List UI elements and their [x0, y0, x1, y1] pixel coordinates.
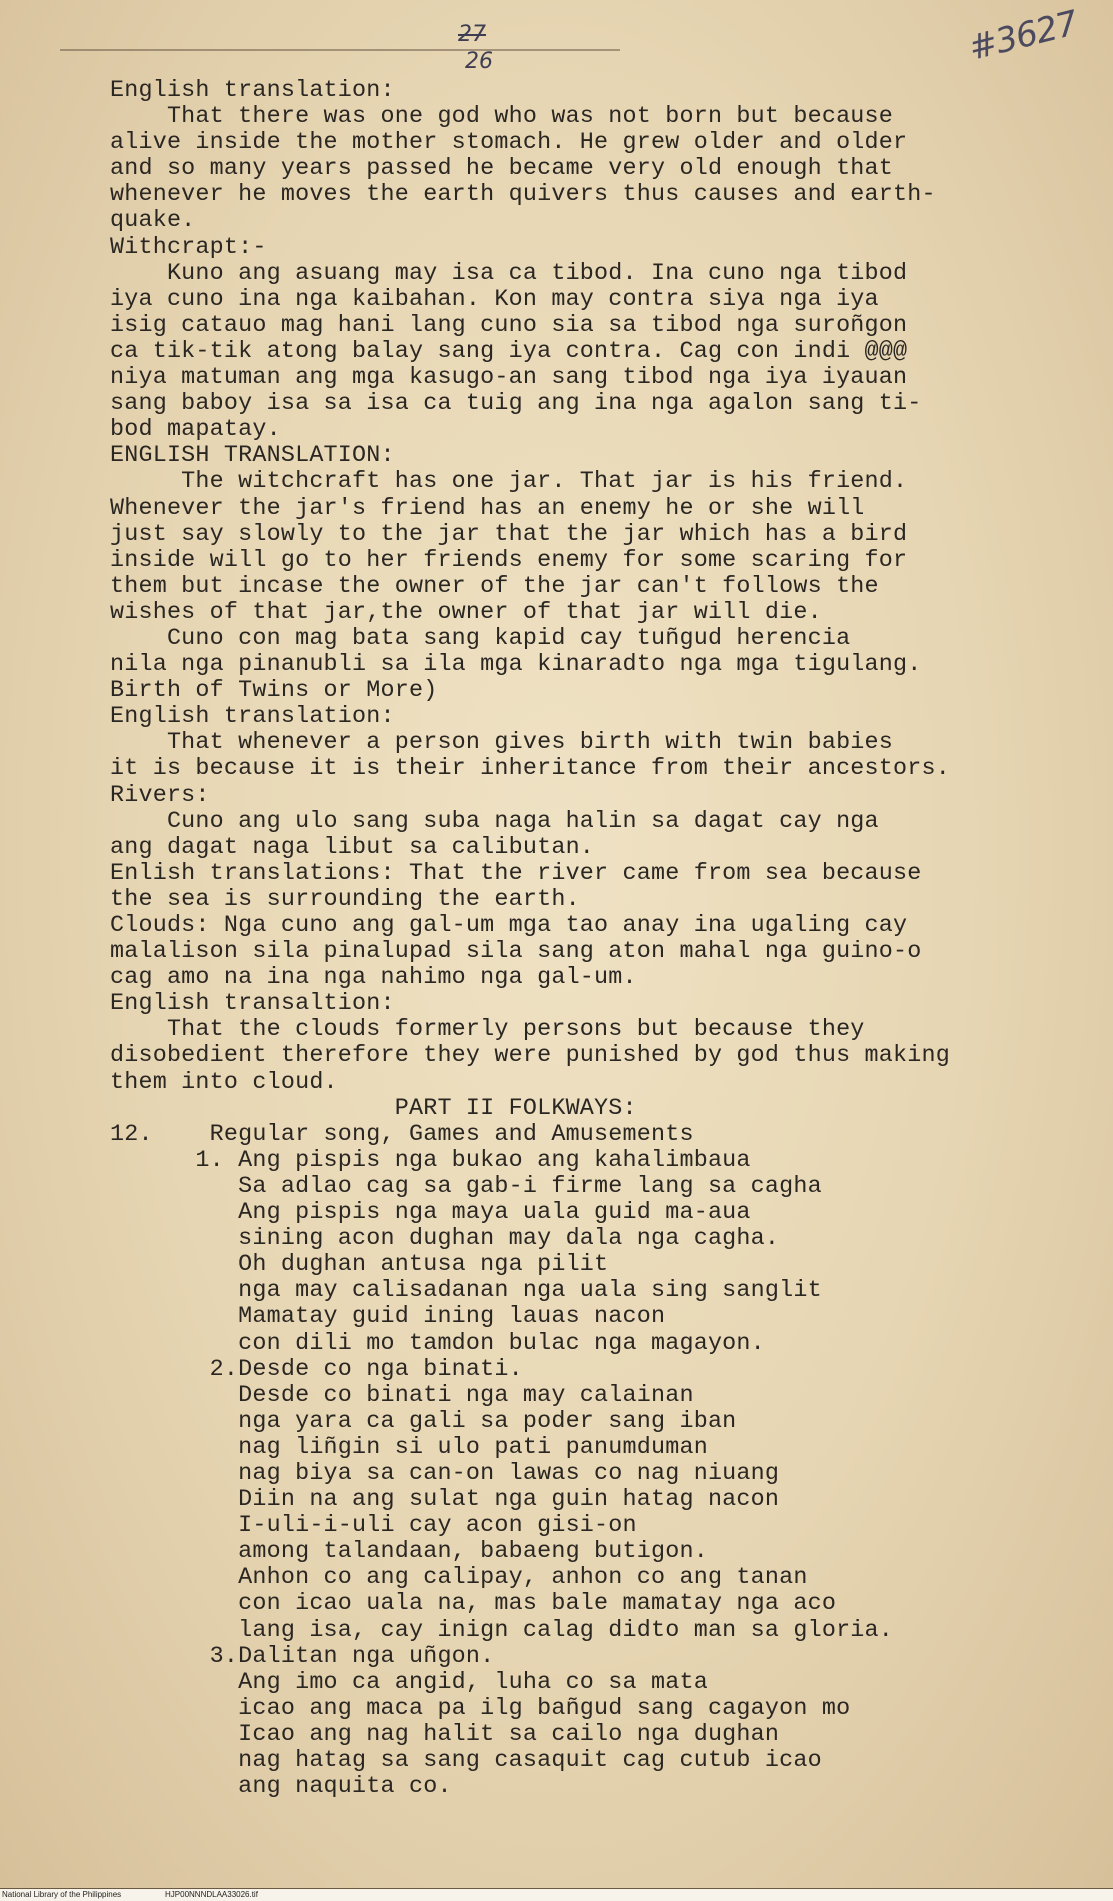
- top-rule: [60, 49, 620, 51]
- text-line: That there was one god who was not born but because: [110, 104, 894, 131]
- text-line: Oh dughan antusa nga pilit: [110, 1252, 609, 1279]
- document-text: [110, 78, 950, 1800]
- text-line: Icao ang nag halit sa cailo nga dughan: [110, 1721, 780, 1748]
- text-line: Mamatay guid ining lauas nacon: [110, 1304, 666, 1331]
- text-line: just say slowly to the jar that the jar which has a bird: [110, 521, 908, 548]
- text-line: Whenever the jar's friend has an enemy he or she will: [110, 495, 865, 522]
- text-line: ang dagat naga libut sa calibutan.: [110, 834, 595, 861]
- text-line: alive inside the mother stomach. He grew older and older: [110, 130, 908, 157]
- text-line: bod mapatay.: [110, 417, 281, 444]
- text-line: the sea is surrounding the earth.: [110, 886, 580, 913]
- text-line: con icao uala na, mas bale mamatay nga aco: [110, 1591, 837, 1618]
- text-line: Cuno ang ulo sang suba naga halin sa dagat cay nga: [110, 808, 879, 835]
- text-line: Ang imo ca angid, luha co sa mata: [110, 1669, 708, 1696]
- text-line: Enlish translations: That the river came from sea because: [110, 860, 922, 887]
- text-line: nag liñgin si ulo pati panumduman: [110, 1434, 708, 1461]
- page-number: 26: [465, 49, 493, 74]
- text-line: nila nga pinanubli sa ila mga kinaradto nga mga tigulang.: [110, 652, 922, 679]
- text-line: con dili mo tamdon bulac nga magayon.: [110, 1330, 765, 1357]
- text-line: English transaltion:: [110, 991, 395, 1018]
- text-line: them into cloud.: [110, 1069, 338, 1096]
- text-line: iya cuno ina nga kaibahan. Kon may contra siya nga iya: [110, 286, 879, 313]
- text-line: among talandaan, babaeng butigon.: [110, 1539, 708, 1566]
- text-line: Clouds: Nga cuno ang gal-um mga tao anay ina ugaling cay: [110, 913, 908, 939]
- text-line: it is because it is their inheritance from their ancestors.: [110, 756, 950, 783]
- text-line: niya matuman ang mga kasugo-an sang tibod nga iya iyauan: [110, 365, 908, 392]
- text-line: nga yara ca gali sa poder sang iban: [110, 1408, 737, 1435]
- document-mark: #3627: [964, 3, 1082, 69]
- text-line: cag amo na ina nga nahimo nga gal-um.: [110, 965, 637, 992]
- text-line: whenever he moves the earth quivers thus causes and earth-: [110, 182, 936, 209]
- text-line: them but incase the owner of the jar can't follows the: [110, 573, 879, 600]
- text-line: Rivers:: [110, 782, 210, 809]
- text-line: malalison sila pinalupad sila sang aton mahal nga guino-o: [110, 939, 922, 966]
- text-line: 3.Dalitan nga uñgon.: [110, 1643, 495, 1670]
- text-line: 2.Desde co nga binati.: [110, 1356, 523, 1383]
- text-line: ENGLISH TRANSLATION:: [110, 443, 395, 470]
- text-line: Desde co binati nga may calainan: [110, 1382, 694, 1409]
- text-line: Sa adlao cag sa gab-i firme lang sa cagha: [110, 1173, 822, 1200]
- text-line: ang naquita co.: [110, 1774, 452, 1801]
- text-line: wishes of that jar,the owner of that jar will die.: [110, 599, 822, 626]
- text-line: nga may calisadanan nga uala sing sanglit: [110, 1278, 822, 1305]
- text-line: Birth of Twins or More): [110, 678, 438, 705]
- struck-page-number: 27: [458, 22, 486, 47]
- text-line: That the clouds formerly persons but because they: [110, 1017, 865, 1044]
- text-line: English translation:: [110, 78, 395, 104]
- text-line: lang isa, cay inign calag didto man sa gloria.: [110, 1617, 894, 1644]
- text-line: nag hatag sa sang casaquit cag cutub icao: [110, 1748, 822, 1774]
- text-line: 12. Regular song, Games and Amusements: [110, 1121, 694, 1148]
- text-line: Diin na ang sulat nga guin hatag nacon: [110, 1487, 780, 1514]
- footer-library: National Library of the Philippines: [2, 1890, 122, 1899]
- text-line: quake.: [110, 208, 196, 235]
- footer: [0, 1889, 1113, 1901]
- text-line: nag biya sa can-on lawas co nag niuang: [110, 1460, 780, 1487]
- text-line: English translation:: [110, 704, 395, 731]
- text-line: Kuno ang asuang may isa ca tibod. Ina cuno nga tibod: [110, 260, 908, 287]
- text-line: ca tik-tik atong balay sang iya contra. Cag con indi @@@: [110, 338, 908, 365]
- text-line: disobedient therefore they were punished by god thus making: [110, 1043, 950, 1070]
- text-line: sining acon dughan may dala nga cagha.: [110, 1226, 780, 1253]
- text-line: Anhon co ang calipay, anhon co ang tanan: [110, 1565, 808, 1592]
- text-line: 1. Ang pispis nga bukao ang kahalimbaua: [110, 1147, 751, 1174]
- text-line: The witchcraft has one jar. That jar is his friend.: [110, 469, 908, 496]
- text-line: PART II FOLKWAYS:: [110, 1095, 637, 1122]
- text-line: sang baboy isa sa isa ca tuig ang ina nga agalon sang ti-: [110, 391, 922, 418]
- text-line: inside will go to her friends enemy for some scaring for: [110, 547, 908, 574]
- text-line: That whenever a person gives birth with twin babies: [110, 730, 894, 757]
- footer-filename: HJP00NNNDLAA33026.tif: [165, 1890, 258, 1899]
- text-line: icao ang maca pa ilg bañgud sang cagayon mo: [110, 1695, 851, 1722]
- text-line: Cuno con mag bata sang kapid cay tuñgud herencia: [110, 625, 851, 652]
- text-line: Withcrapt:-: [110, 234, 267, 261]
- text-line: and so many years passed he became very old enough that: [110, 156, 894, 183]
- text-line: I-uli-i-uli cay acon gisi-on: [110, 1513, 637, 1540]
- text-line: isig catauo mag hani lang cuno sia sa tibod nga suroñgon: [110, 312, 908, 339]
- text-line: Ang pispis nga maya uala guid ma-aua: [110, 1200, 751, 1227]
